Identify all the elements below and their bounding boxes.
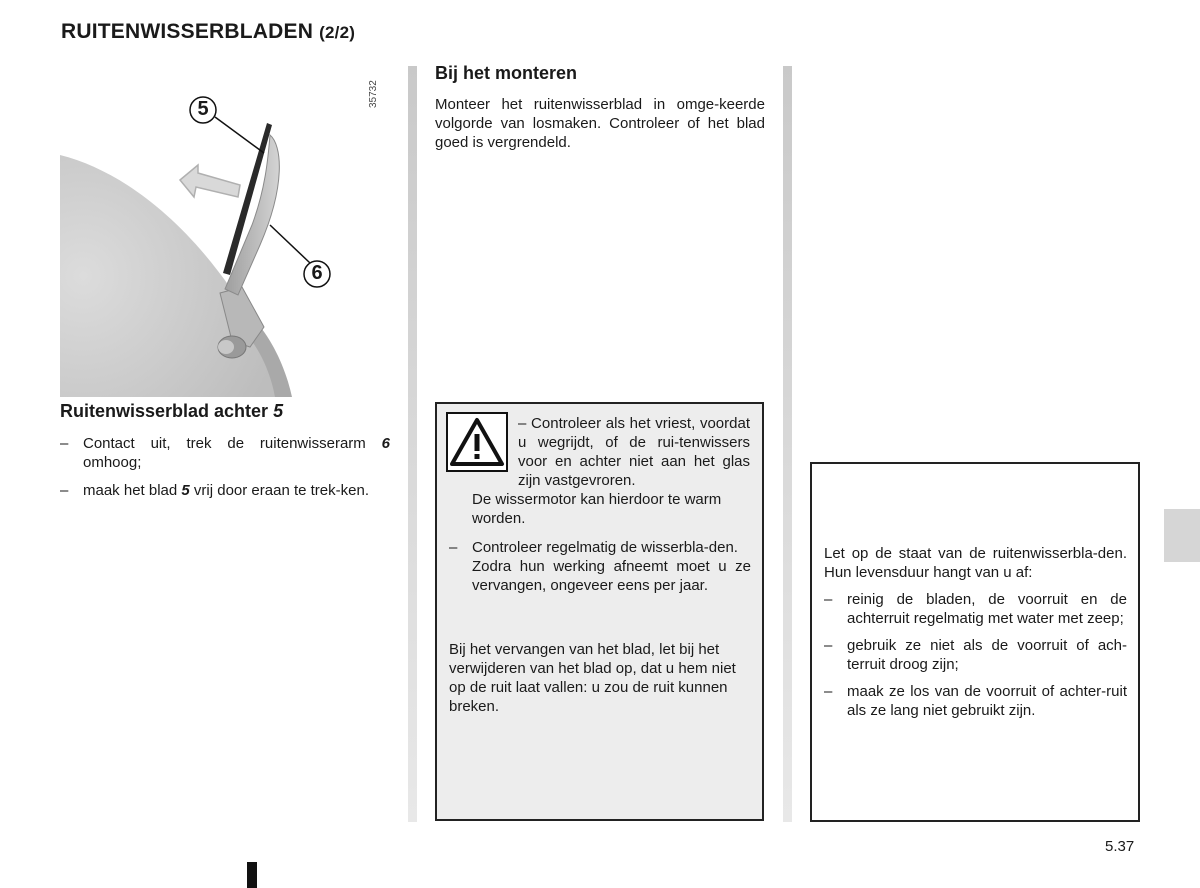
list-item [824, 636, 1127, 674]
mounting-text: Monteer het ruitenwisserblad in omge-keerde volgorde van losmaken. Controleer of het blad goed is vergrendeld. [435, 96, 765, 151]
list-dash: – [824, 683, 833, 700]
rear-blade-steps [60, 434, 390, 509]
page-title-main: RUITENWISSERBLADEN [61, 20, 314, 43]
info-list [824, 590, 1127, 728]
list-text: Controleer regelmatig de wisserbla-den. [472, 539, 738, 556]
warning-list [449, 538, 751, 595]
list-item [449, 538, 751, 595]
list-text: reinig de bladen, de voorruit en de achterruit regelmatig met water met zeep; [847, 591, 1127, 627]
wiper-illustration [60, 65, 390, 397]
figure-number: 35732 [368, 80, 379, 108]
section-heading-rear-blade [60, 401, 283, 422]
crop-mark [247, 862, 257, 888]
callout-6-label: 6 [311, 262, 323, 284]
column-bar-left [408, 66, 417, 822]
list-item [824, 590, 1127, 628]
section-heading-text: Ruitenwisserblad achter [60, 401, 274, 421]
column-bar-right [783, 66, 792, 822]
wiper-arm [225, 135, 279, 295]
list-text: maak het blad [83, 482, 182, 499]
info-paragraph: Let op de staat van de ruitenwisserbla-den. Hun levensduur hangt van u af: [824, 545, 1127, 581]
warning-first-continuation: De wissermotor kan hierdoor te warm worden. [472, 491, 722, 527]
list-ref: 5 [181, 482, 190, 499]
chapter-tab [1164, 509, 1200, 562]
list-item [824, 682, 1127, 720]
list-dash: – [824, 591, 833, 608]
page-title [61, 20, 355, 44]
warning-paragraph: Bij het vervangen van het blad, let bij het verwijderen van het blad op, dat u hem niet op de ruit laat vallen: u zou de ruit kunnen breken. [449, 641, 736, 715]
list-text: vrij door eraan te trek-ken. [189, 482, 369, 499]
list-text: omhoog; [83, 454, 142, 471]
section-heading-mounting: Bij het monteren [435, 63, 578, 83]
list-dash: – [449, 539, 458, 556]
car-body [60, 155, 290, 397]
warning-first-item: – Controleer als het vriest, voordat u wegrijdt, of de rui-tenwissers voor en achter niet aan het glas zijn vastgevroren. [518, 415, 750, 489]
page-title-part: (2/2) [319, 23, 356, 42]
direction-arrow [180, 165, 240, 197]
list-ref: 6 [381, 435, 390, 452]
list-dash: – [60, 482, 69, 499]
section-heading-ref: 5 [273, 401, 284, 421]
callout-5-label: 5 [197, 98, 209, 120]
list-dash: – [824, 637, 833, 654]
list-item [60, 434, 390, 472]
list-item [60, 481, 390, 500]
list-text: gebruik ze niet als de voorruit of ach-terruit droog zijn; [847, 637, 1127, 673]
warning-triangle-icon [446, 412, 508, 472]
page-number: 5.37 [1105, 838, 1135, 855]
list-text-continuation: Zodra hun werking afneemt moet u ze vervangen, ongeveer eens per jaar. [472, 558, 751, 594]
wiper-illustration-svg [60, 65, 390, 397]
list-dash: – [60, 435, 69, 452]
list-text: Contact uit, trek de ruitenwisserarm [83, 435, 382, 452]
list-text: maak ze los van de voorruit of achter-ruit als ze lang niet gebruikt zijn. [847, 683, 1127, 719]
